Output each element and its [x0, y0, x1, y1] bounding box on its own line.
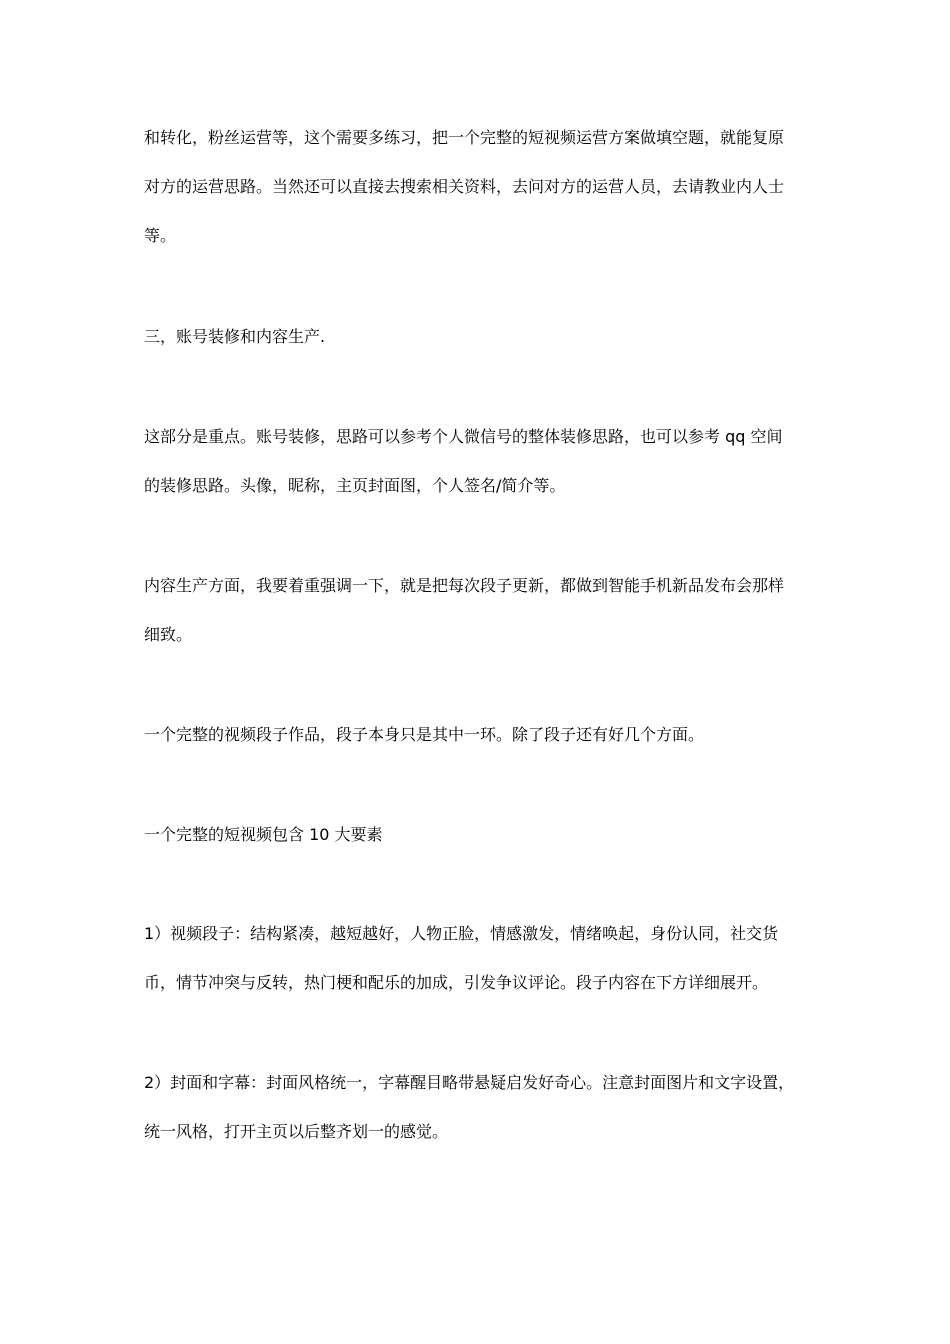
text-line: 这部分是重点。账号装修，思路可以参考个人微信号的整体装修思路，也可以参考 qq 空间	[144, 427, 783, 446]
list-item-cover-subtitles	[144, 1058, 810, 1156]
list-item-video-skit	[144, 909, 810, 1007]
text-line: 三，账号装修和内容生产.	[144, 327, 326, 346]
paragraph-complete-work	[144, 710, 810, 759]
text-line: 1）视频段子：结构紧凑，越短越好，人物正脸，情感激发，情绪唤起，身份认同，社交货	[144, 924, 779, 943]
text-line: 一个完整的短视频包含 10 大要素	[144, 825, 383, 844]
text-line: 统一风格，打开主页以后整齐划一的感觉。	[144, 1122, 449, 1141]
text-line: 和转化，粉丝运营等，这个需要多练习，把一个完整的短视频运营方案做填空题，就能复原	[144, 128, 785, 147]
text-line: 等。	[144, 226, 177, 245]
text-line: 细致。	[144, 625, 193, 644]
text-line: 内容生产方面，我要着重强调一下，就是把每次段子更新，都做到智能手机新品发布会那样	[144, 576, 785, 595]
text-line: 的装修思路。头像，昵称，主页封面图，个人签名/简介等。	[144, 476, 566, 495]
paragraph-operations-analysis	[144, 113, 810, 260]
paragraph-account-decoration	[144, 412, 810, 510]
text-line: 2）封面和字幕：封面风格统一，字幕醒目略带悬疑启发好奇心。注意封面图片和文字设置，	[144, 1073, 795, 1092]
text-line: 对方的运营思路。当然还可以直接去搜索相关资料，去问对方的运营人员，去请教业内人士	[144, 177, 785, 196]
section-heading-account-decoration	[144, 312, 810, 361]
text-line: 币，情节冲突与反转，热门梗和配乐的加成，引发争议评论。段子内容在下方详细展开。	[144, 973, 769, 992]
paragraph-ten-elements	[144, 810, 810, 859]
paragraph-content-production	[144, 561, 810, 659]
text-line: 一个完整的视频段子作品，段子本身只是其中一环。除了段子还有好几个方面。	[144, 725, 705, 744]
